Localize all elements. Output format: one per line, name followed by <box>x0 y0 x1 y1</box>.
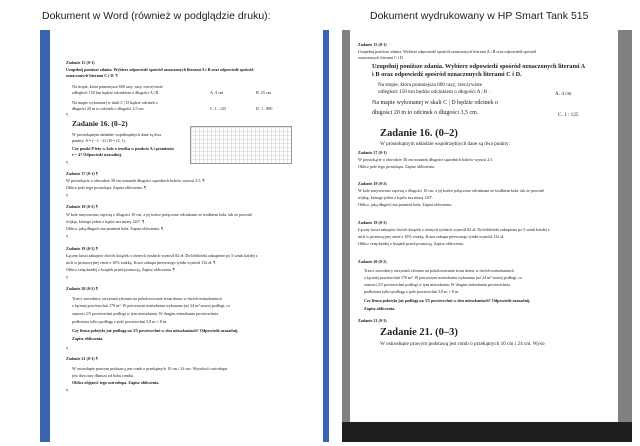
word-preview-panel <box>40 30 329 442</box>
right-line: Łączny koszt zakupów dwóch książek o różnych tytułach wynosił 82 zł. Do biblioteki zakupiono po 5 sztuk każdej z <box>358 227 550 232</box>
right-line: Zapisz obliczenia. <box>364 306 396 311</box>
left-line: Na stopie, która pomniejsza 600 razy, razy, rzeczywiste <box>72 84 163 89</box>
left-line: trójkąt, którego jeden z kątów ma miarę 120°. ¶ <box>66 219 145 224</box>
left-line: Zadanie 18 (0-2) ¶ <box>66 204 98 209</box>
left-line: Czy firma położyła już podłogę na 3/5 powierzchni w obu mieszkaniach? Odpowiedź uzasadnij. <box>72 328 239 333</box>
right-line: Oblicz pole tego prostokąta. Zapisz obliczenia. <box>358 164 435 169</box>
caption-word-document: Dokument w Word (również w podglądzie druku): <box>42 10 271 22</box>
left-line: ¶ <box>66 160 68 165</box>
left-line: ¶ <box>66 275 68 280</box>
right-line: Oblicz, jaką długość ma promień koła. Zapisz obliczenia. <box>358 202 453 207</box>
left-line: Trzeci zawodnicy otrzymali zlecenie na pokolorowanie ścian domu w dwóch mieszkaniach <box>72 296 222 301</box>
left-line: C. 1 : 125 <box>210 106 227 111</box>
left-line: W prostokątnym układzie współrzędnych dane są dwa <box>72 132 162 137</box>
right-line: Zadanie 21 (0-3) <box>358 318 387 323</box>
left-line: Uzupełnij poniższe zdania. Wybierz odpowiedź spośród oznaczonych literami A i B oraz odpowiedź spośród <box>66 67 254 72</box>
right-line: nich w promocyjnej cenie z 10% zniżką. Koszt zakupu pierwszego tytułu wyniósł 132 zł. <box>358 234 505 239</box>
left-line: Zadanie 19 (0-3) ¶ <box>66 246 98 251</box>
left-line: D. 1 : 800 <box>256 106 273 111</box>
right-line: trójkąt, którego jeden z kątów ma miarę 120°. <box>358 195 434 200</box>
left-line: W prostokącie o obwodzie 38 cm stosunek długości sąsiednich boków wynosi 2:5. ¶ <box>66 178 205 183</box>
left-line: Zapisz obliczenia. <box>72 336 104 341</box>
right-line: Zadanie 20 (0-2) <box>358 259 387 264</box>
left-line: B. 25 cm <box>256 90 271 95</box>
right-line: i B oraz odpowiedź spośród oznaczonych literami C i D. <box>372 71 522 78</box>
left-line: ¶ <box>66 346 68 351</box>
right-line: oznaczonych literami C i D. <box>358 55 405 60</box>
left-line: odległość 150 km będzie odcinkiem o długości A | B . <box>72 90 161 95</box>
coordinate-grid <box>190 126 292 164</box>
left-line: W ostrosłupie prawym podstawą jest romb o przekątnych 10 cm i 24 cm. Wysokość ostrosłupa <box>72 366 228 371</box>
left-line: Zadanie 17 (0-1) ¶ <box>66 171 98 176</box>
left-line: r = 4? Odpowiedź uzasadnij. <box>72 152 122 157</box>
right-line: Oblicz cenę każdej z książek przed promocją. Zapisz obliczenia. <box>358 241 464 246</box>
right-line: C. 1 : 125 <box>558 112 579 118</box>
left-line: W kole narysowano cięciwę o długości 10 cm, a jej końce połączono odcinkami ze środkiem koła, tak że powstał <box>66 212 252 217</box>
right-line: Zadanie 19 (0-3) <box>358 220 387 225</box>
left-line: ¶ <box>66 234 68 239</box>
right-line: Na mapie wykonanej w skali C | D będzie odcinek o <box>372 100 498 106</box>
left-line: Zadanie 16. (0–2) <box>72 119 128 128</box>
caption-printed-document: Dokument wydrukowany w HP Smart Tank 515 <box>370 10 589 22</box>
right-line: stanowi 2/5 powierzchni podłogi w tym mieszkaniu. W drugim mieszkaniu powierzchnia <box>364 282 511 287</box>
left-line: nich w promocyjnej cenie z 10% zniżką. Koszt zakupu pierwszego tytułu wyniósł 132 zł. ¶ <box>66 260 216 265</box>
left-line: Na mapie wykonanej w skali C | D będzie odcinek o <box>72 100 158 105</box>
left-line: Oblicz, jaką długość ma promień koła. Zapisz obliczenia. ¶ <box>66 226 164 231</box>
left-line: ¶ <box>66 388 68 393</box>
right-line: W prostokącie o obwodzie 38 cm stosunek długości sąsiednich boków wynosi 2:5. <box>358 157 494 162</box>
right-line: W ostrosłupie prawym podstawą jest romb o przekątnych 10 cm i 24 cm. Wyso <box>380 341 545 347</box>
right-line: Zadanie 16. (0–2) <box>380 128 458 139</box>
right-line: Uzupełnij poniższe zdania. Wybierz odpowiedź spośród oznaczonych literami A <box>372 63 586 70</box>
left-line: Zadanie 21 (0-3) ¶ <box>66 356 98 361</box>
right-line: A. 4 cm <box>555 91 572 97</box>
left-line: Zadanie 20 (0-2) ¶ <box>66 286 98 291</box>
right-line: Zadanie 15 (0-1) <box>358 42 387 47</box>
right-line: podłożona tylko podłogę o pole powierzchni 5,8 m × 8 m. <box>364 289 460 294</box>
right-line: Na stopie, która pomniejsza 600 razy, rzeczywiste <box>378 82 482 88</box>
right-line: o łącznej powierzchni 170 m². W pierwszym mieszkaniu wykonano już 24 m² nowej podłogi, co <box>364 275 523 280</box>
left-line: Łączny koszt zakupów dwóch książek o różnych tytułach wynosił 82 zł. Do biblioteki zakupiono po 5 sztuk każdej z <box>66 253 258 258</box>
left-line: jest dwa razy dłuższa od boku rombu. <box>72 373 134 378</box>
right-line: Uzupełnij poniższe zdania. Wybierz odpowiedź spośród oznaczonych literami A i B oraz odpowiedź spośród <box>358 49 537 54</box>
left-line: podłożona tylko podłogę o pole powierzchni 5,8 m × 8 m. <box>72 319 168 324</box>
left-line: ¶ <box>66 193 68 198</box>
right-line: Zadanie 18 (0-2) <box>358 181 387 186</box>
scan-bottom-edge <box>342 422 632 442</box>
left-line: Oblicz objętość tego ostrosłupa. Zapisz obliczenia. <box>72 380 160 385</box>
word-document-page <box>50 30 323 442</box>
right-line: Trzeci zawodnicy otrzymali zlecenie na pokolorowanie ścian domu w dwóch mieszkaniach <box>364 268 514 273</box>
right-line: Zadanie 21. (0–3) <box>380 327 458 338</box>
right-line: długości 20 m to odcinek o długości 3,5 cm. <box>372 110 479 116</box>
left-line: długości 20 m to odcinek o długości 3,5 cm. <box>72 106 145 111</box>
left-line: stanowi 2/5 powierzchni podłogi w tym mieszkaniu. W drugim mieszkaniu powierzchnia <box>72 311 219 316</box>
left-line: ¶ <box>66 112 68 117</box>
right-line: W prostokątnym układzie współrzędnych dane są dwa punkty: <box>380 141 510 147</box>
right-line: odległość 150 km będzie odcinkiem o długości A | B . <box>378 89 490 95</box>
left-line: Oblicz pole tego prostokąta. Zapisz obliczenia. ¶ <box>66 185 146 190</box>
left-line: Czy punkt P leży w kole o środku w punkcie A i promieniu <box>72 146 174 151</box>
printed-document-page <box>350 30 618 422</box>
left-line: o łącznej powierzchni 170 m². W pierwszym mieszkaniu wykonano już 24 m² nowej podłogi, co <box>72 303 231 308</box>
left-line: oznaczonych literami C i D. ¶ <box>66 73 118 78</box>
left-line: punkty: A = (−1, −2) i B = (2, 1). <box>72 138 127 143</box>
right-line: W kole narysowano cięciwę o długości 10 cm, a jej końce połączono odcinkami ze środkiem koła, tak że powstał <box>358 188 544 193</box>
printed-scan-panel <box>342 30 632 442</box>
left-line: Zadanie 15 (0-1) <box>66 60 95 65</box>
left-line: Oblicz cenę każdej z książek przed promocją. Zapisz obliczenia. ¶ <box>66 267 175 272</box>
left-line: A. 4 cm <box>210 90 224 95</box>
right-line: Zadanie 17 (0-1) <box>358 150 387 155</box>
right-line: Czy firma położyła już podłogę na 3/5 powierzchni w obu mieszkaniach? Odpowiedź uzasadnij. <box>364 298 531 303</box>
